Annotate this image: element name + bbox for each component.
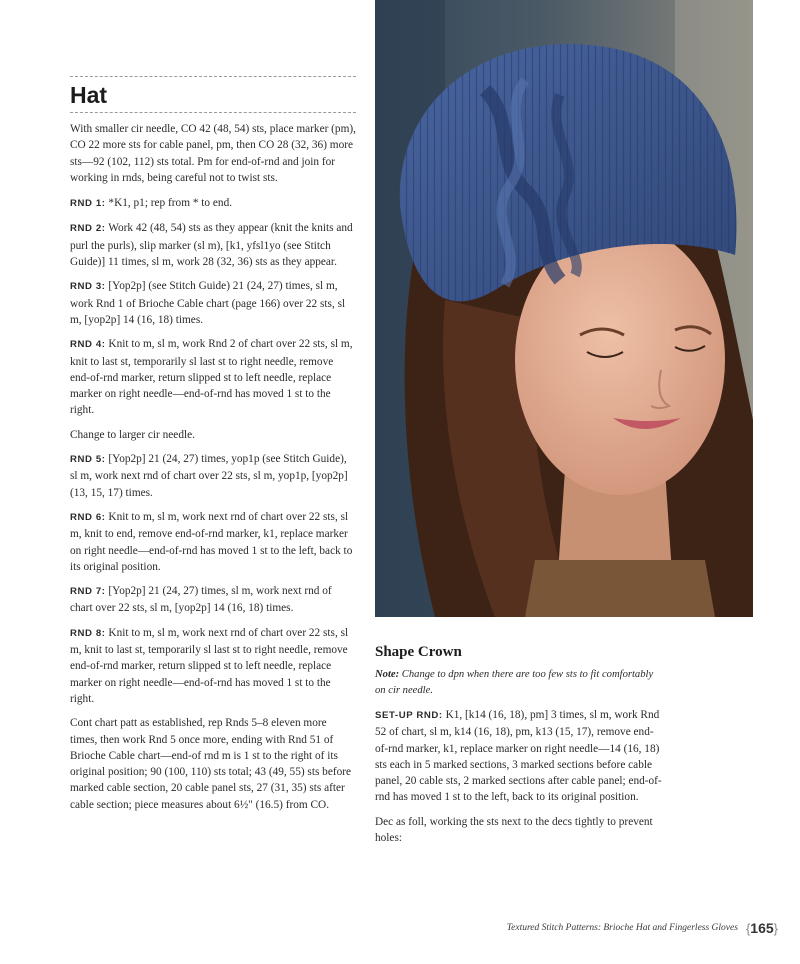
- dec-paragraph: Dec as foll, working the sts next to the decs tightly to prevent holes:: [375, 815, 653, 845]
- hat-instructions-column: [70, 76, 356, 821]
- round-text: [Yop2p] 21 (24, 27) times, yop1p (see Stitch Guide), sl m, work next rnd of chart over 22 sts, sl m, yop1p, [yop2p] (13, 15, 17) times.: [70, 453, 348, 499]
- round-label: RND 5:: [70, 454, 106, 466]
- hat-model-illustration: [375, 0, 753, 617]
- page-number-badge: [746, 920, 778, 936]
- round-label: RND 2:: [70, 223, 106, 235]
- round-4: [70, 336, 356, 418]
- round-1: [70, 195, 356, 212]
- round-text: Knit to m, sl m, work next rnd of chart over 22 sts, sl m, knit to end, remove end-of-rnd marker, k1, replace marker on right needle—end-of-rnd has moved 1 st to the left, back to its original position.: [70, 510, 353, 573]
- section-title: Hat: [70, 82, 108, 108]
- shape-crown-column: [375, 644, 665, 854]
- change-needle-note: Change to larger cir needle.: [70, 428, 195, 441]
- running-footer: Textured Stitch Patterns: Brioche Hat and Fingerless Gloves: [506, 923, 738, 933]
- round-label: RND 1:: [70, 198, 106, 210]
- round-2: [70, 220, 356, 270]
- round-3: [70, 278, 356, 328]
- left-brace-icon: {: [745, 920, 751, 936]
- round-8: [70, 625, 356, 707]
- intro-paragraph: With smaller cir needle, CO 42 (48, 54) sts, place marker (pm), CO 22 more sts for cable panel, pm, then CO 28 (32, 36) more sts—92 (102, 112) sts total. Pm for end-of-rnd and join for working in rnds, being careful not to twist sts.: [70, 123, 356, 184]
- continue-paragraph: Cont chart patt as established, rep Rnds 5–8 eleven more times, then work Rnd 5 once more, ending with Rnd 51 of Brioche Cable chart—end-of rnd m is 1 st to the right of its original position; 90 (100, 110) sts total; 43 (49, 55) sts before marked cable section, 20 cable panel sts, 27 (31, 35) sts after cable section; piece measures about 6½" (16.5) from CO.: [70, 717, 352, 811]
- note-label: Note:: [375, 669, 400, 680]
- round-7: [70, 583, 356, 617]
- title-top-rule: [70, 76, 356, 77]
- round-text: Work 42 (48, 54) sts as they appear (knit the knits and purl the purls), slip marker (sl m), [k1, yfsl1yo (see Stitch Guide)] 11 times, sl m, work 28 (32, 36) sts as they appear.: [70, 222, 353, 269]
- round-text: Knit to m, sl m, work next rnd of chart over 22 sts, sl m, knit to last st, temporarily sl last st to right needle, remove end-of-rnd marker, return slipped st to left needle, replace marker on right needle—end-of-rnd has moved 1 st to the right.: [70, 626, 349, 705]
- right-brace-icon: }: [773, 920, 778, 936]
- round-text: [Yop2p] 21 (24, 27) times, sl m, work next rnd of chart over 22 sts, sl m, [yop2p] 14 (16, 18) times.: [70, 585, 332, 615]
- note-text: Change to dpn when there are too few sts to fit comfortably on cir needle.: [375, 669, 654, 696]
- round-text: [Yop2p] (see Stitch Guide) 21 (24, 27) times, sl m, work Rnd 1 of Brioche Cable chart (page 166) over 22 sts, sl m, [yop2p] 14 (16, 18) times.: [70, 280, 346, 326]
- page-number: 165: [750, 920, 774, 936]
- round-text: Knit to m, sl m, work Rnd 2 of chart over 22 sts, sl m, knit to last st, temporarily sl last st to right needle, remove end-of-rnd marker, return slipped st to left needle, replace marker on right needle—end-of-rnd has moved 1 st to the right.: [70, 338, 353, 417]
- setup-text: K1, [k14 (16, 18), pm] 3 times, sl m, work Rnd 52 of chart, sl m, k14 (16, 18), pm, k13 (15, 17), remove end-of-rnd marker, k1, replace marker on right needle—14 (16, 18) sts each in 5 marked sections, 3 marked sections before cable panel, 20 cable sts, 2 marked sections after cable panel; end-of-rnd has moved 1 st to the left, back to its original position.: [375, 709, 662, 804]
- round-6: [70, 509, 356, 575]
- needle-note: [375, 667, 665, 699]
- model-photo: [375, 0, 753, 617]
- round-label: RND 4:: [70, 339, 106, 351]
- round-label: RND 3:: [70, 281, 106, 293]
- page-footer: [507, 920, 778, 936]
- round-label: RND 7:: [70, 586, 106, 598]
- setup-label: SET-UP RND:: [375, 710, 443, 721]
- round-label: RND 6:: [70, 511, 106, 523]
- title-bottom-rule: [70, 112, 356, 113]
- round-text: *K1, p1; rep from * to end.: [108, 197, 233, 210]
- setup-round: [375, 707, 665, 806]
- shape-crown-heading: Shape Crown: [375, 644, 462, 660]
- round-5: [70, 451, 356, 501]
- round-label: RND 8:: [70, 627, 106, 639]
